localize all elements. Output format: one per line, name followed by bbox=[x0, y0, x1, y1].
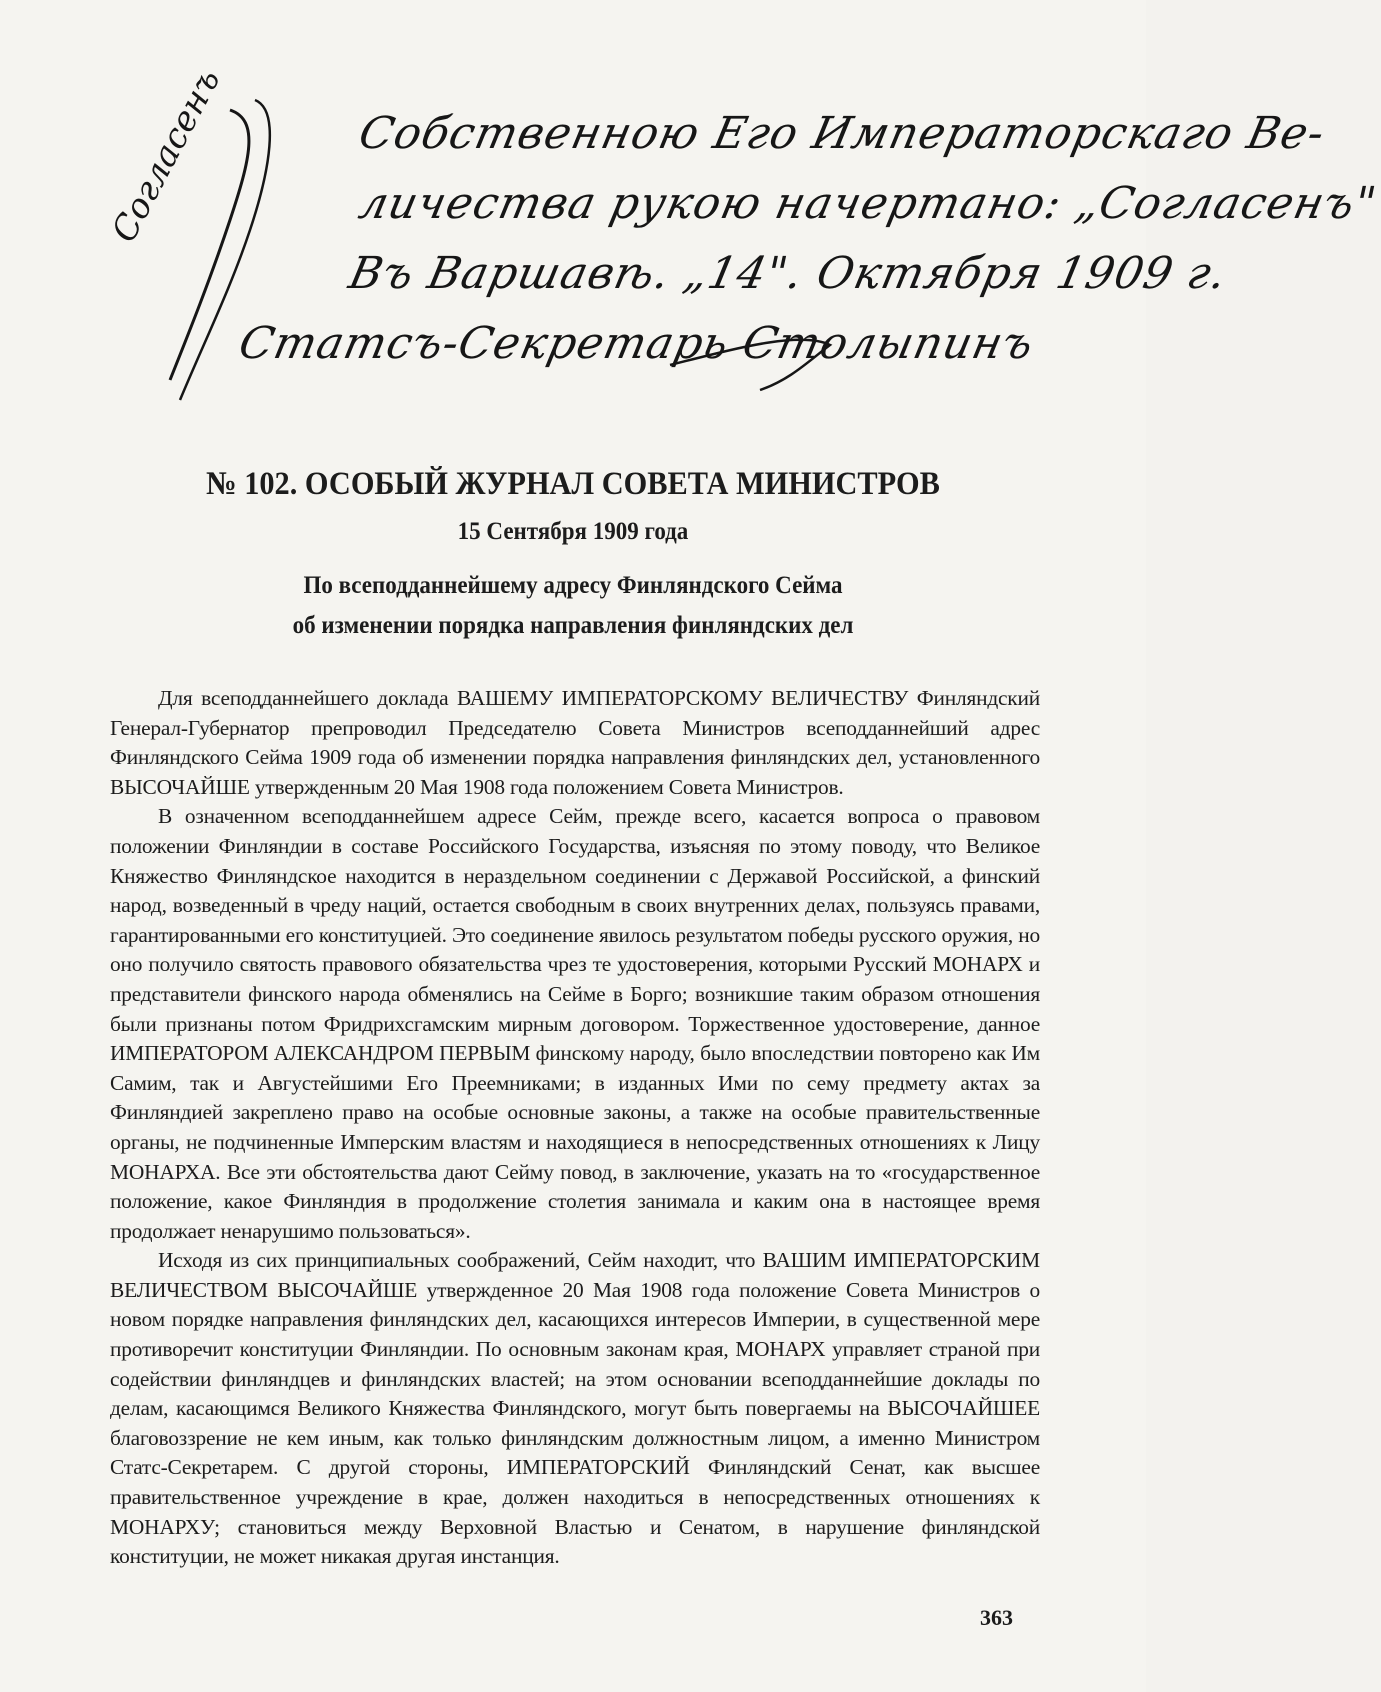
document-date: 15 Сентября 1909 года bbox=[457, 518, 689, 545]
page-number: 363 bbox=[980, 1605, 1013, 1630]
side-approval-note: Согласенъ bbox=[104, 62, 229, 249]
document-body bbox=[110, 684, 1040, 1572]
body-paragraph-2: В означенном всеподданнейшем адресе Сейм, прежде всего, касается вопроса о правовом положении Финляндии в составе Российского Государства, изъясняя по этому поводу, что Великое Княжество Финляндское находится в нераздельном соединении с Державой Российской, а финский народ, возведенный в чреду наций, остается свободным в своих внутренних делах, пользуясь правами, гарантированными его конституцией. Это соединение явилось результатом победы русского оружия, но оно получило святость правового обязательства чрез те удостоверения, которыми Русский МОНАРХ и представители финского народа обменялись на Сейме в Борго; возникшие таким образом отношения были признаны потом Фридрихсгамским мирным договором. Торжественное удостоверение, данное ИМПЕРАТОРОМ АЛЕКСАНДРОМ ПЕРВЫМ финскому народу, было впоследствии повторено как Им Самим, так и Августейшими Его Преемниками; в изданных Ими по сему предмету актах за Финляндией закреплено право на особые основные законы, а также на особые правительственные органы, не подчиненные Имперским властям и находящиеся в непосредственных отношениях к Лицу МОНАРХА. Все эти обстоятельства дают Сейму повод, в заключение, указать на то «государственное положение, какое Финляндия в продолжение столетия занимала и каким она в настоящее время продолжает ненарушимо пользоваться». bbox=[110, 804, 1040, 1243]
resolution-signature: Статсъ-Секретарь Столыпинъ bbox=[234, 318, 1039, 369]
document-subject-line-1: По всеподданнейшему адресу Финляндского Сейма bbox=[303, 572, 843, 599]
body-paragraph-1: Для всеподданнейшего доклада ВАШЕМУ ИМПЕРАТОРСКОМУ ВЕЛИЧЕСТВУ Финляндский Генерал-Губернатор препроводил Председателю Совета Министров всеподданнейший адрес Финляндского Сейма 1909 года об изменении порядка направления финляндских дел, установленного ВЫСОЧАЙШЕ утвержденным 20 Мая 1908 года положением Совета Министров. bbox=[110, 686, 1040, 799]
resolution-line-2: личества рукою начертано: „Согласенъ" bbox=[354, 178, 1381, 229]
resolution-line-3: Въ Варшавѣ. „14". Октября 1909 г. bbox=[344, 248, 1232, 299]
document-title: № 102. ОСОБЫЙ ЖУРНАЛ СОВЕТА МИНИСТРОВ bbox=[206, 466, 940, 502]
handwritten-resolution bbox=[104, 62, 1381, 410]
resolution-line-1: Собственною Его Императорскаго Ве- bbox=[354, 108, 1330, 159]
document-subject-line-2: об изменении порядка направления финляндских дел bbox=[292, 612, 854, 639]
body-paragraph-3: Исходя из сих принципиальных соображений, Сейм находит, что ВАШИМ ИМПЕРАТОРСКИМ ВЕЛИЧЕСТВОМ ВЫСОЧАЙШЕ утвержденное 20 Мая 1908 года положение Совета Министров о новом порядке направления финляндских дел, касающихся интересов Империи, в существенной мере противоречит конституции Финляндии. По основным законам края, МОНАРХ управляет страной при содействии финляндцев и финляндских властей; на этом основании всеподданнейшие доклады по делам, касающимся Великого Княжества Финляндского, могут быть повергаемы на ВЫСОЧАЙШЕЕ благовоззрение не кем иным, как только финляндским должностным лицом, а именно Министром Статс-Секретарем. С другой стороны, ИМПЕРАТОРСКИЙ Финляндский Сенат, как высшее правительственное учреждение в крае, должен находиться в непосредственных отношениях к МОНАРХУ; становиться между Верховной Властью и Сенатом, в нарушение финляндской конституции, не может никакая другая инстанция. bbox=[110, 1248, 1040, 1569]
